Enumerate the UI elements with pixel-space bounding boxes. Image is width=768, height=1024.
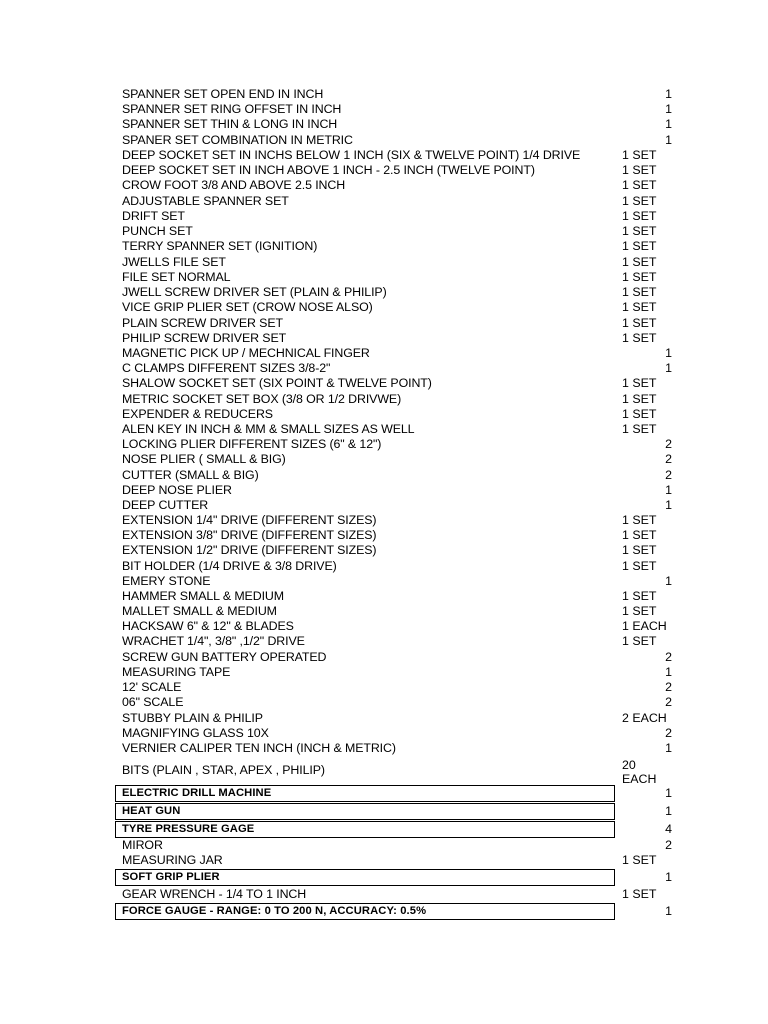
item-name: FILE SET NORMAL xyxy=(122,270,231,284)
item-quantity: 1 SET xyxy=(622,392,657,406)
item-quantity: 1 SET xyxy=(622,422,657,436)
item-quantity: 1 xyxy=(665,804,672,818)
list-item xyxy=(0,633,768,649)
item-name: SPANNER SET OPEN END IN INCH xyxy=(122,87,324,101)
item-name: 06" SCALE xyxy=(122,695,184,709)
item-quantity: 1 SET xyxy=(622,300,657,314)
item-name: NOSE PLIER ( SMALL & BIG) xyxy=(122,452,286,466)
item-name: ALEN KEY IN INCH & MM & SMALL SIZES AS WELL xyxy=(122,422,415,436)
item-name: SCREW GUN BATTERY OPERATED xyxy=(122,650,327,664)
item-name: EXTENSION 1/2" DRIVE (DIFFERENT SIZES) xyxy=(122,543,377,557)
list-item xyxy=(0,330,768,346)
list-item xyxy=(0,694,768,710)
list-item xyxy=(0,116,768,132)
item-quantity: 1 xyxy=(665,346,672,360)
item-name: ELECTRIC DRILL MACHINE xyxy=(122,787,272,799)
item-quantity: 1 xyxy=(665,133,672,147)
item-quantity: 1 SET xyxy=(622,270,657,284)
list-item xyxy=(0,740,768,756)
item-name: DRIFT SET xyxy=(122,209,185,223)
item-quantity: 20 EACH xyxy=(622,758,657,786)
list-item xyxy=(0,451,768,467)
list-item xyxy=(0,527,768,543)
list-item xyxy=(0,101,768,117)
list-item xyxy=(0,86,768,102)
item-name: BIT HOLDER (1/4 DRIVE & 3/8 DRIVE) xyxy=(122,559,337,573)
item-name: GEAR WRENCH - 1/4 TO 1 INCH xyxy=(122,887,307,901)
item-name: C CLAMPS DIFFERENT SIZES 3/8-2" xyxy=(122,361,331,375)
item-name: SPANNER SET THIN & LONG IN INCH xyxy=(122,117,338,131)
item-quantity: 1 SET xyxy=(622,589,657,603)
item-name: MALLET SMALL & MEDIUM xyxy=(122,604,277,618)
item-quantity: 2 xyxy=(665,437,672,451)
item-quantity: 1 SET xyxy=(622,559,657,573)
item-quantity: 1 SET xyxy=(622,853,657,867)
item-name: EXPENDER & REDUCERS xyxy=(122,407,273,421)
list-item xyxy=(0,482,768,498)
item-name: ADJUSTABLE SPANNER SET xyxy=(122,194,289,208)
item-quantity: 1 SET xyxy=(622,239,657,253)
item-quantity: 2 xyxy=(665,838,672,852)
item-quantity: 1 xyxy=(665,87,672,101)
list-item xyxy=(0,558,768,574)
list-item xyxy=(0,132,768,148)
list-item xyxy=(0,238,768,254)
item-quantity: 1 SET xyxy=(622,178,657,192)
item-quantity: 1 xyxy=(665,498,672,512)
item-quantity: 1 SET xyxy=(622,285,657,299)
item-quantity: 1 SET xyxy=(622,543,657,557)
list-item xyxy=(0,315,768,331)
item-quantity: 1 SET xyxy=(622,163,657,177)
list-item xyxy=(0,375,768,391)
item-name: PUNCH SET xyxy=(122,224,193,238)
item-name: WRACHET 1/4", 3/8" ,1/2" DRIVE xyxy=(122,634,305,648)
list-item xyxy=(0,284,768,300)
item-name: HAMMER SMALL & MEDIUM xyxy=(122,589,284,603)
item-quantity: 1 xyxy=(665,741,672,755)
item-name: JWELLS FILE SET xyxy=(122,255,226,269)
list-item xyxy=(0,223,768,239)
item-quantity: 1 xyxy=(665,870,672,884)
item-name: EXTENSION 3/8" DRIVE (DIFFERENT SIZES) xyxy=(122,528,377,542)
item-quantity: 1 SET xyxy=(622,634,657,648)
item-quantity: 1 xyxy=(665,102,672,116)
list-item xyxy=(0,852,768,868)
list-item xyxy=(0,618,768,634)
list-item xyxy=(0,406,768,422)
list-item xyxy=(0,162,768,178)
item-quantity: 4 xyxy=(665,822,672,836)
item-name: MEASURING JAR xyxy=(122,853,223,867)
item-name: TERRY SPANNER SET (IGNITION) xyxy=(122,239,318,253)
item-name: MAGNIFYING GLASS 10X xyxy=(122,726,269,740)
list-item xyxy=(0,421,768,437)
item-name: DEEP SOCKET SET IN INCHS BELOW 1 INCH (SIX & TWELVE POINT) 1/4 DRIVE xyxy=(122,148,581,162)
item-quantity: 1 xyxy=(665,483,672,497)
item-name: DEEP NOSE PLIER xyxy=(122,483,232,497)
item-name: DEEP CUTTER xyxy=(122,498,209,512)
item-quantity: 1 SET xyxy=(622,209,657,223)
item-name: METRIC SOCKET SET BOX (3/8 OR 1/2 DRIVWE) xyxy=(122,392,402,406)
list-item xyxy=(0,193,768,209)
item-name: SOFT GRIP PLIER xyxy=(122,871,220,883)
list-item xyxy=(0,821,768,837)
list-item xyxy=(0,208,768,224)
item-quantity: 1 SET xyxy=(622,513,657,527)
item-name: EXTENSION 1/4" DRIVE (DIFFERENT SIZES) xyxy=(122,513,377,527)
list-item xyxy=(0,886,768,902)
item-quantity: 2 xyxy=(665,726,672,740)
item-quantity: 1 SET xyxy=(622,255,657,269)
list-item xyxy=(0,177,768,193)
list-item xyxy=(0,467,768,483)
list-item xyxy=(0,758,768,786)
item-name: VERNIER CALIPER TEN INCH (INCH & METRIC) xyxy=(122,741,396,755)
list-item xyxy=(0,664,768,680)
item-quantity: 1 SET xyxy=(622,407,657,421)
item-quantity: 1 SET xyxy=(622,194,657,208)
item-name: VICE GRIP PLIER SET (CROW NOSE ALSO) xyxy=(122,300,373,314)
item-name: MAGNETIC PICK UP / MECHNICAL FINGER xyxy=(122,346,370,360)
item-name: SPANNER SET RING OFFSET IN INCH xyxy=(122,102,342,116)
item-name: JWELL SCREW DRIVER SET (PLAIN & PHILIP) xyxy=(122,285,387,299)
item-quantity: 1 xyxy=(665,786,672,800)
list-item xyxy=(0,299,768,315)
list-item xyxy=(0,345,768,361)
item-name: PHILIP SCREW DRIVER SET xyxy=(122,331,287,345)
item-quantity: 2 xyxy=(665,695,672,709)
item-quantity: 1 SET xyxy=(622,224,657,238)
item-quantity: 1 xyxy=(665,665,672,679)
item-quantity: 1 SET xyxy=(622,528,657,542)
item-quantity: 2 xyxy=(665,680,672,694)
list-item xyxy=(0,679,768,695)
list-item xyxy=(0,436,768,452)
item-name: LOCKING PLIER DIFFERENT SIZES (6" & 12") xyxy=(122,437,382,451)
item-border-box xyxy=(115,803,615,820)
item-quantity: 1 xyxy=(665,117,672,131)
item-name: FORCE GAUGE - RANGE: 0 TO 200 N, ACCURACY: 0.5% xyxy=(122,905,427,917)
list-item xyxy=(0,803,768,819)
item-name: EMERY STONE xyxy=(122,574,211,588)
item-quantity: 1 xyxy=(665,361,672,375)
item-quantity: 1 SET xyxy=(622,148,657,162)
item-name: STUBBY PLAIN & PHILIP xyxy=(122,711,263,725)
list-item xyxy=(0,903,768,919)
item-name: MIROR xyxy=(122,838,163,852)
item-name: TYRE PRESSURE GAGE xyxy=(122,823,255,835)
item-name: PLAIN SCREW DRIVER SET xyxy=(122,316,283,330)
item-name: CUTTER (SMALL & BIG) xyxy=(122,468,259,482)
list-item xyxy=(0,542,768,558)
item-quantity: 1 SET xyxy=(622,604,657,618)
list-item xyxy=(0,837,768,853)
list-item xyxy=(0,512,768,528)
item-quantity: 1 SET xyxy=(622,887,657,901)
item-quantity: 1 EACH xyxy=(622,619,667,633)
item-quantity: 2 EACH xyxy=(622,711,667,725)
item-name: HEAT GUN xyxy=(122,805,181,817)
item-name: BITS (PLAIN , STAR, APEX , PHILIP) xyxy=(122,763,325,777)
item-quantity: 1 xyxy=(665,574,672,588)
list-item xyxy=(0,649,768,665)
item-quantity: 1 SET xyxy=(622,316,657,330)
list-item xyxy=(0,603,768,619)
list-item xyxy=(0,725,768,741)
item-quantity: 2 xyxy=(665,452,672,466)
list-item xyxy=(0,497,768,513)
list-item xyxy=(0,869,768,885)
item-quantity: 1 xyxy=(665,904,672,918)
item-name: 12' SCALE xyxy=(122,680,182,694)
item-name: MEASURING TAPE xyxy=(122,665,231,679)
item-quantity: 1 SET xyxy=(622,331,657,345)
item-quantity: 2 xyxy=(665,650,672,664)
item-name: DEEP SOCKET SET IN INCH ABOVE 1 INCH - 2.5 INCH (TWELVE POINT) xyxy=(122,163,535,177)
list-item xyxy=(0,710,768,726)
list-item xyxy=(0,588,768,604)
item-name: CROW FOOT 3/8 AND ABOVE 2.5 INCH xyxy=(122,178,346,192)
list-item xyxy=(0,269,768,285)
list-item xyxy=(0,391,768,407)
item-name: HACKSAW 6" & 12" & BLADES xyxy=(122,619,294,633)
list-item xyxy=(0,785,768,801)
item-name: SHALOW SOCKET SET (SIX POINT & TWELVE POINT) xyxy=(122,376,432,390)
list-item xyxy=(0,147,768,163)
item-quantity: 2 xyxy=(665,468,672,482)
item-name: SPANER SET COMBINATION IN METRIC xyxy=(122,133,353,147)
list-item xyxy=(0,573,768,589)
list-item xyxy=(0,254,768,270)
list-item xyxy=(0,360,768,376)
item-quantity: 1 SET xyxy=(622,376,657,390)
